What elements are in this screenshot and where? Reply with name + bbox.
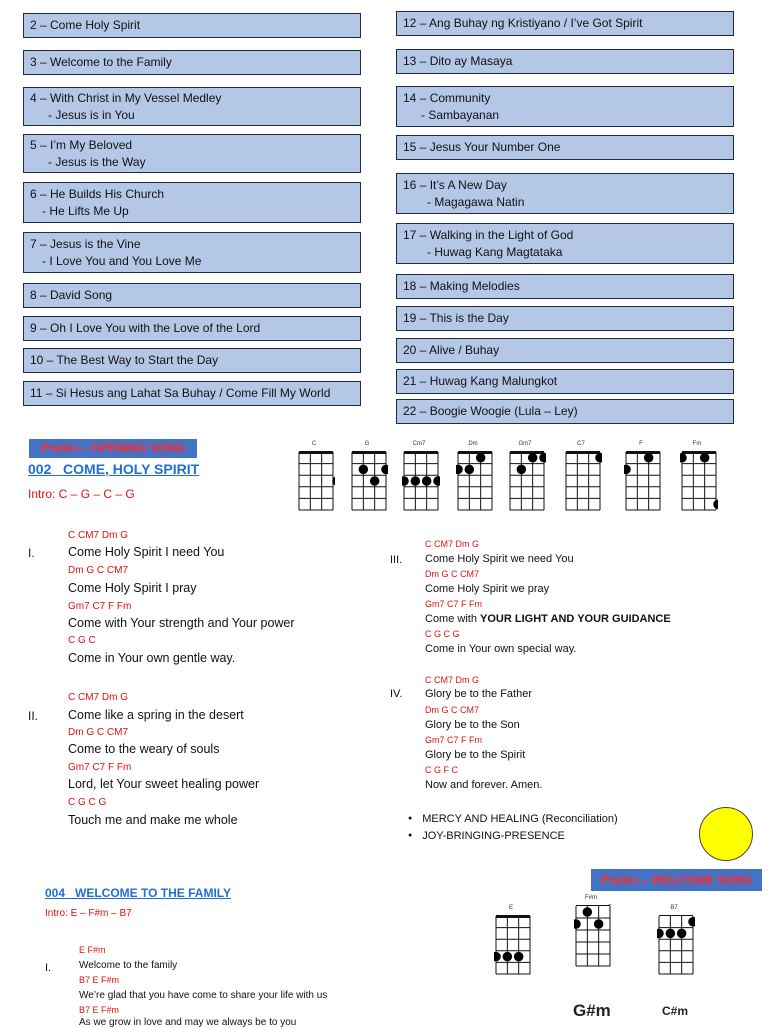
chord-line: Dm G C CM7 <box>425 705 479 715</box>
lyric-text: Come with <box>425 613 481 625</box>
toc-item-title: 9 – Oh I Love You with the Love of the Lord <box>30 321 261 335</box>
lyric-emphasis: YOUR LIGHT AND YOUR GUIDANCE <box>480 613 671 625</box>
lyric-line: Come Holy Spirit we pray <box>425 583 550 595</box>
toc-item-20[interactable] <box>396 338 734 363</box>
toc-item-title: 15 – Jesus Your Number One <box>403 140 561 154</box>
lyric-line: Come Holy Spirit I need You <box>68 545 225 559</box>
toc-item-title: 5 – I’m My Beloved <box>30 137 133 152</box>
toc-item-sub: - Sambayanan <box>421 107 500 122</box>
toc-item-10[interactable] <box>23 348 361 373</box>
toc-item-14[interactable] <box>396 86 734 127</box>
toc-item-title: 7 – Jesus is the Vine <box>30 236 141 251</box>
song-intro: Intro: E – F#m – B7 <box>45 908 132 919</box>
chord-line: Dm G C CM7 <box>425 569 479 579</box>
chord-diagram-label: C <box>311 441 317 447</box>
chord-name-large: G#m <box>573 1001 611 1020</box>
chord-diagram-label: G <box>364 441 370 447</box>
toc-item-21[interactable] <box>396 369 734 394</box>
toc-item-16[interactable] <box>396 173 734 214</box>
chord-line: B7 E F#m <box>79 1005 120 1015</box>
opening-song-tag: Prelim – OPENING SONG <box>29 439 197 458</box>
verse-number: III. <box>390 554 403 566</box>
song-title-come-holy-spirit: 002 COME, HOLY SPIRIT <box>28 461 200 477</box>
chord-diagram-label: Cm7 <box>412 441 426 447</box>
toc-item-title: 4 – With Christ in My Vessel Medley <box>30 90 222 105</box>
chord-line: Dm G C CM7 <box>68 727 128 738</box>
chord-line: C G F C <box>425 765 458 775</box>
chord-diagram-label: C7 <box>577 441 585 447</box>
chord-line: Gm7 C7 F Fm <box>425 735 483 745</box>
lyric-line: Glory be to the Spirit <box>425 749 526 761</box>
toc-item-title: 12 – Ang Buhay ng Kristiyano / I’ve Got Spirit <box>403 16 643 30</box>
toc-item-11[interactable] <box>23 381 361 406</box>
toc-item-7[interactable] <box>23 232 361 273</box>
toc-item-sub: - He Lifts Me Up <box>42 203 129 218</box>
lyric-line: Glory be to the Father <box>425 688 532 700</box>
lyric-line: Lord, let Your sweet healing power <box>68 777 260 791</box>
toc-item-title: 2 – Come Holy Spirit <box>30 18 141 32</box>
lyric-line: Come in Your own special way. <box>425 643 577 655</box>
toc-item-6[interactable] <box>23 182 361 223</box>
lyric-line: Welcome to the family <box>79 960 178 971</box>
lyric-line: Come with Your strength and Your power <box>68 616 295 630</box>
toc-item-title: 22 – Boogie Woogie (Lula – Ley) <box>403 404 578 418</box>
welcome-song-tag: Prelim – WELCOME SONG <box>591 869 762 891</box>
chord-line: C CM7 Dm G <box>425 539 479 549</box>
toc-item-title: 18 – Making Melodies <box>403 279 520 293</box>
chord-diagram-label: F#m <box>585 895 597 901</box>
toc-item-title: 8 – David Song <box>30 288 113 302</box>
lyric-line: Now and forever. Amen. <box>425 779 543 791</box>
lyric-line: Touch me and make me whole <box>68 813 238 827</box>
lyric-line: We’re glad that you have come to share your life with us <box>79 990 328 1001</box>
toc-item-13[interactable] <box>396 49 734 74</box>
lyric-line: Come to the weary of souls <box>68 742 220 756</box>
toc-item-title: 20 – Alive / Buhay <box>403 343 500 357</box>
toc-item-sub: - Jesus is the Way <box>48 154 146 169</box>
lyric-line: Come like a spring in the desert <box>68 708 244 722</box>
chord-line: C G C G <box>68 797 107 808</box>
chord-line: Dm G C CM7 <box>68 565 128 576</box>
chord-diagram-label: B7 <box>670 905 678 911</box>
chord-diagram-label: Gm7 <box>518 441 532 447</box>
toc-item-15[interactable] <box>396 135 734 160</box>
chord-line: C CM7 Dm G <box>68 692 128 703</box>
chord-diagram-label: F <box>639 441 643 447</box>
toc-item-2[interactable] <box>23 13 361 38</box>
lyric-line: Glory be to the Son <box>425 719 520 731</box>
theme-bullet: ● MERCY AND HEALING (Reconciliation) <box>408 813 618 825</box>
verse-number: IV. <box>390 688 403 700</box>
toc-item-3[interactable] <box>23 50 361 75</box>
song-intro: Intro: C – G – C – G <box>28 487 135 501</box>
toc-item-sub: - Jesus is in You <box>48 107 135 122</box>
chord-line: C G C G <box>425 629 460 639</box>
toc-item-4[interactable] <box>23 87 361 126</box>
toc-item-title: 17 – Walking in the Light of God <box>403 227 574 242</box>
toc-item-5[interactable] <box>23 134 361 173</box>
toc-item-sub: - Magagawa Natin <box>427 194 525 209</box>
toc-item-title: 21 – Huwag Kang Malungkot <box>403 374 558 388</box>
toc-item-title: 14 – Community <box>403 90 491 105</box>
toc-item-sub: - Huwag Kang Magtataka <box>427 244 563 259</box>
chord-line: Gm7 C7 F Fm <box>68 601 132 612</box>
toc-item-title: 16 – It’s A New Day <box>403 177 507 192</box>
verse-number: II. <box>28 709 39 723</box>
chord-diagram-label: Dm <box>468 441 478 447</box>
toc-item-title: 3 – Welcome to the Family <box>30 55 172 69</box>
toc-item-title: 13 – Dito ay Masaya <box>403 54 513 68</box>
lyric-line: Come Holy Spirit we need You <box>425 553 574 565</box>
verse-number: I. <box>28 546 35 560</box>
chord-line: C CM7 Dm G <box>68 530 128 541</box>
chord-diagram-label: Fm <box>692 441 702 447</box>
toc-item-12[interactable] <box>396 11 734 36</box>
lyric-line: As we grow in love and may we always be to you <box>79 1017 297 1028</box>
chord-line: C CM7 Dm G <box>425 675 479 685</box>
toc-item-17[interactable] <box>396 223 734 264</box>
chord-line: Gm7 C7 F Fm <box>425 599 483 609</box>
lyric-line <box>425 613 671 625</box>
yellow-circle-icon <box>699 807 753 861</box>
toc-item-8[interactable] <box>23 283 361 308</box>
chord-line: Gm7 C7 F Fm <box>68 762 132 773</box>
chord-name-large: C#m <box>662 1004 689 1018</box>
toc-item-19[interactable] <box>396 306 734 331</box>
toc-item-title: 19 – This is the Day <box>403 311 509 325</box>
chord-line: E F#m <box>79 945 106 955</box>
lyric-line: Come in Your own gentle way. <box>68 651 236 665</box>
toc-item-title: 10 – The Best Way to Start the Day <box>30 353 219 367</box>
chord-diagram-label: E <box>508 905 513 911</box>
song-title-welcome-to-the-family: 004 WELCOME TO THE FAMILY <box>45 886 232 900</box>
toc-item-18[interactable] <box>396 274 734 299</box>
toc-item-title: 6 – He Builds His Church <box>30 186 165 201</box>
toc-item-sub: - I Love You and You Love Me <box>42 253 202 268</box>
chord-line: C G C <box>68 635 96 646</box>
toc-item-9[interactable] <box>23 316 361 341</box>
toc-item-22[interactable] <box>396 399 734 424</box>
chord-line: B7 E F#m <box>79 975 120 985</box>
theme-bullet: ● JOY-BRINGING-PRESENCE <box>408 830 565 842</box>
lyric-line: Come Holy Spirit I pray <box>68 581 197 595</box>
toc-item-title: 11 – Si Hesus ang Lahat Sa Buhay / Come Fill My World <box>30 386 331 400</box>
verse-number: I. <box>45 962 52 974</box>
